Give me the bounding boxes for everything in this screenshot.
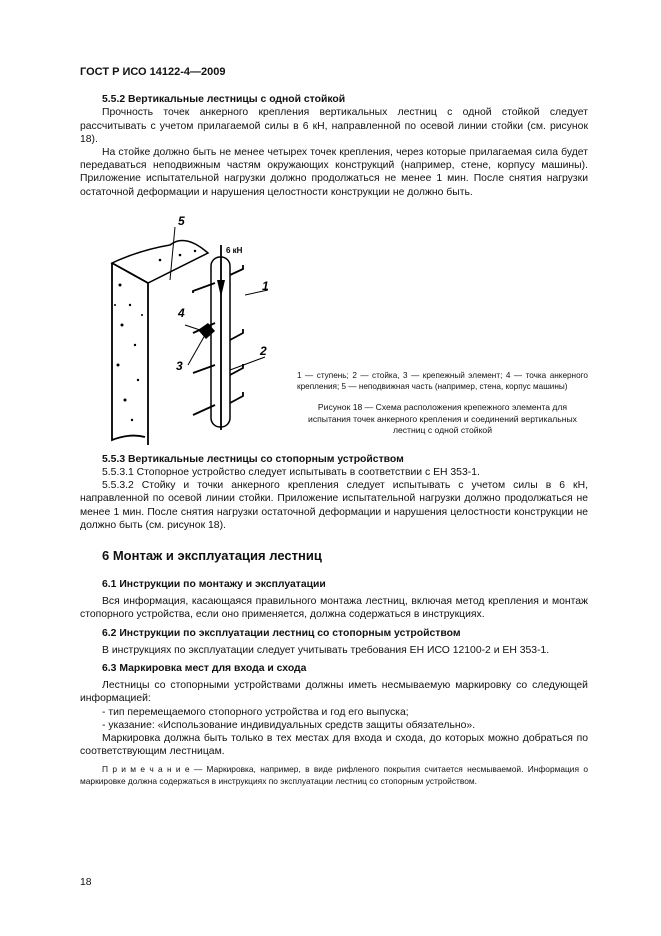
label-2: 2 [260, 343, 267, 358]
paragraph: Лестницы со стопорными устройствами должны иметь несмываемую маркировку со следующей информацией: [80, 680, 588, 705]
figure-caption-column [297, 370, 588, 445]
figure-18 [80, 205, 588, 445]
note-text: — Маркировка, например, в виде рифленого покрытия считается несмываемой. Информация о маркировке должна содержаться в инструкциях по эксплуатации лестниц со стопорным устройством. [80, 764, 588, 786]
label-4: 4 [178, 305, 185, 320]
section-6-heading [80, 548, 588, 564]
paragraph: 5.5.3.2 Стойку и точки анкерного крепления следует испытывать с учетом силы в 6 кН, направленной по осевой линии стойки. Приложение испытательной нагрузки должно продолжаться не менее 1 мин. После снятия нагрузки остаточной деформации и нарушения целостности конструкции не должно быть (см. рисунок 18). [80, 480, 588, 531]
paragraph: В инструкциях по эксплуатации следует учитывать требования ЕН ИСО 12100-2 и ЕН 353-1. [102, 644, 550, 656]
subsection-heading: 6.3 Маркировка мест для входа и схода [102, 663, 307, 675]
list-item: - тип перемещаемого стопорного устройства и год его выпуска; [102, 706, 409, 718]
label-3: 3 [176, 358, 183, 373]
section-title: 6 Монтаж и эксплуатация лестниц [102, 548, 322, 564]
subsection-heading: 6.2 Инструкции по эксплуатации лестниц со стопорным устройством [102, 627, 461, 639]
document-body [80, 66, 588, 787]
section-heading: 5.5.2 Вертикальные лестницы с одной стойкой [102, 94, 346, 106]
subsection-heading: 6.1 Инструкции по монтажу и эксплуатации [102, 579, 326, 591]
note [80, 764, 588, 787]
paragraph: 5.5.3.1 Стопорное устройство следует испытывать в соответствии с ЕН 353-1. [102, 467, 480, 479]
label-5: 5 [178, 213, 185, 228]
paragraph: Прочность точек анкерного крепления вертикальных лестниц с одной стойкой следует рассчитывать с учетом прилагаемой силы в 6 кН, направленной по осевой линии стойки (см. рисунок 18). [80, 107, 588, 145]
figure-caption: Рисунок 18 — Схема расположения крепежного элемента для испытания точек анкерного крепления и соединений вертикальных лестниц с одной стойкой [308, 402, 577, 436]
figure-18-diagram [100, 205, 300, 445]
label-1: 1 [262, 278, 269, 293]
section-heading: 5.5.3 Вертикальные лестницы со стопорным устройством [102, 453, 404, 465]
section-6-body [80, 578, 588, 787]
force-label: 6 кН [226, 245, 243, 255]
paragraph: На стойке должно быть не менее четырех точек крепления, через которые прилагаемая сила будет передаваться неподвижным частям окружающих конструкций (например, стене, корпусу машины). Приложение испытательной нагрузки должно продолжаться не менее 1 мин. После снятия нагрузки остаточной деформации и нарушения целостности конструкции не должно быть. [80, 147, 588, 198]
section-5-5-2 [80, 93, 588, 199]
paragraph: Вся информация, касающаяся правильного монтажа лестниц, включая метод крепления и монтаж стопорного устройства, если оно применяется, должна содержаться в инструкциях. [80, 596, 588, 621]
document-header: ГОСТ Р ИСО 14122-4—2009 [80, 66, 226, 78]
section-5-5-3 [80, 453, 588, 532]
page-number: 18 [80, 877, 92, 888]
note-label: П р и м е ч а н и е [102, 764, 190, 775]
figure-legend: 1 — ступень; 2 — стойка, 3 — крепежный элемент; 4 — точка анкерного крепления; 5 — неподвижная часть (например, стена, корпус машины) [297, 371, 588, 392]
paragraph: Маркировка должна быть только в тех местах для входа и схода, до которых можно добраться по соответствующим лестницам. [80, 733, 588, 758]
list-item: - указание: «Использование индивидуальных средств защиты обязательно». [102, 719, 476, 731]
